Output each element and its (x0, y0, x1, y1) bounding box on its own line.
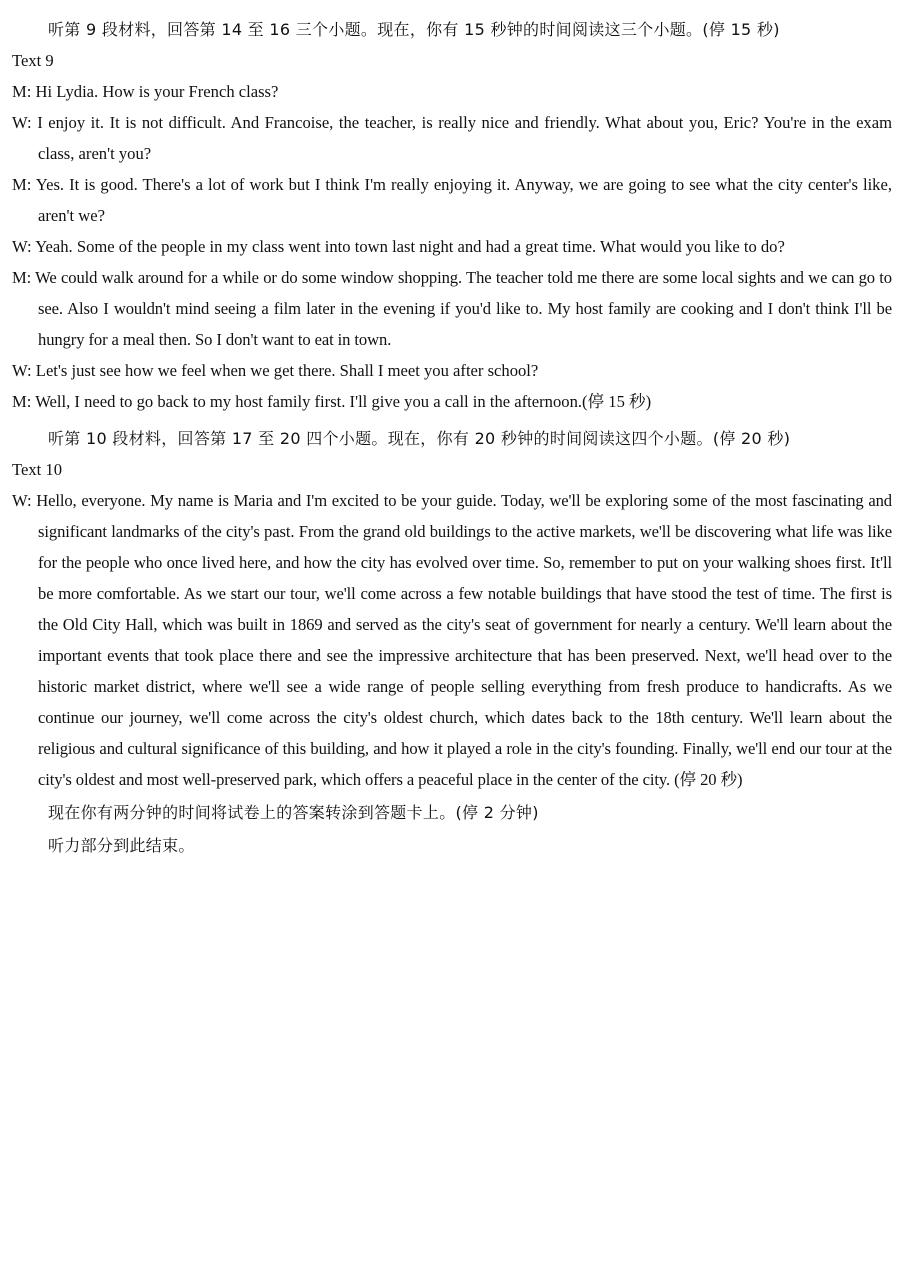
dialogue-line: M: Well, I need to go back to my host family first. I'll give you a call in the afternoon.(停 15 秒) (12, 392, 652, 411)
dialogue-line: W: I enjoy it. It is not difficult. And Francoise, the teacher, is really nice and friendly. What about you, Eric? You're in the exam class, aren't you? (12, 113, 892, 163)
dialogue-line: W: Let's just see how we feel when we get there. Shall I meet you after school? (12, 361, 539, 380)
section10-instruction: 听第 10 段材料，回答第 17 至 20 四个小题。现在，你有 20 秒钟的时间阅读这四个小题。(停 20 秒) (48, 429, 791, 448)
end-notice: 听力部分到此结束。 (48, 836, 195, 855)
section9-instruction: 听第 9 段材料，回答第 14 至 16 三个小题。现在，你有 15 秒钟的时间阅读这三个小题。(停 15 秒) (48, 20, 780, 39)
dialogue-line: M: We could walk around for a while or do some window shopping. The teacher told me there are some local sights and we can go to see. Also I wouldn't mind seeing a film later in the evening if you'd like to. My host family are cooking and I don't think I'll be hungry for a meal then. So I don't want to eat in town. (12, 268, 892, 349)
section9-title: Text 9 (12, 51, 54, 70)
monologue-text: W: Hello, everyone. My name is Maria and I'm excited to be your guide. Today, we'll be exploring some of the most fascinating and significant landmarks of the city's past. From the grand old buildings to the active markets, we'll be discovering what life was like for the people who once lived here, and how the city has evolved over time. So, remember to put on your walking shoes first. It'll be more comfortable. As we start our tour, we'll come across a few notable buildings that have stood the test of time. The first is the Old City Hall, which was built in 1869 and served as the city's seat of government for nearly a century. We'll learn about the important events that took place there and see the impressive architecture that has been preserved. Next, we'll head over to the historic market district, where we'll see a wide range of people selling everything from fresh produce to handicrafts. As we continue our journey, we'll come across the city's oldest church, which dates back to the 18th century. We'll learn about the religious and cultural significance of this building, and how it played a role in the city's founding. Finally, we'll end our tour at the city's oldest and most well-preserved park, which offers a peaceful place in the center of the city. (停 20 秒) (12, 491, 892, 789)
dialogue-line: W: Yeah. Some of the people in my class went into town last night and had a great time. What would you like to do? (12, 237, 785, 256)
section10-title: Text 10 (12, 460, 62, 479)
document-page (12, 14, 892, 861)
dialogue-line: M: Yes. It is good. There's a lot of work but I think I'm really enjoying it. Anyway, we are going to see what the city center's like, aren't we? (12, 175, 892, 225)
transfer-instruction: 现在你有两分钟的时间将试卷上的答案转涂到答题卡上。(停 2 分钟) (48, 803, 539, 822)
dialogue-line: M: Hi Lydia. How is your French class? (12, 82, 279, 101)
